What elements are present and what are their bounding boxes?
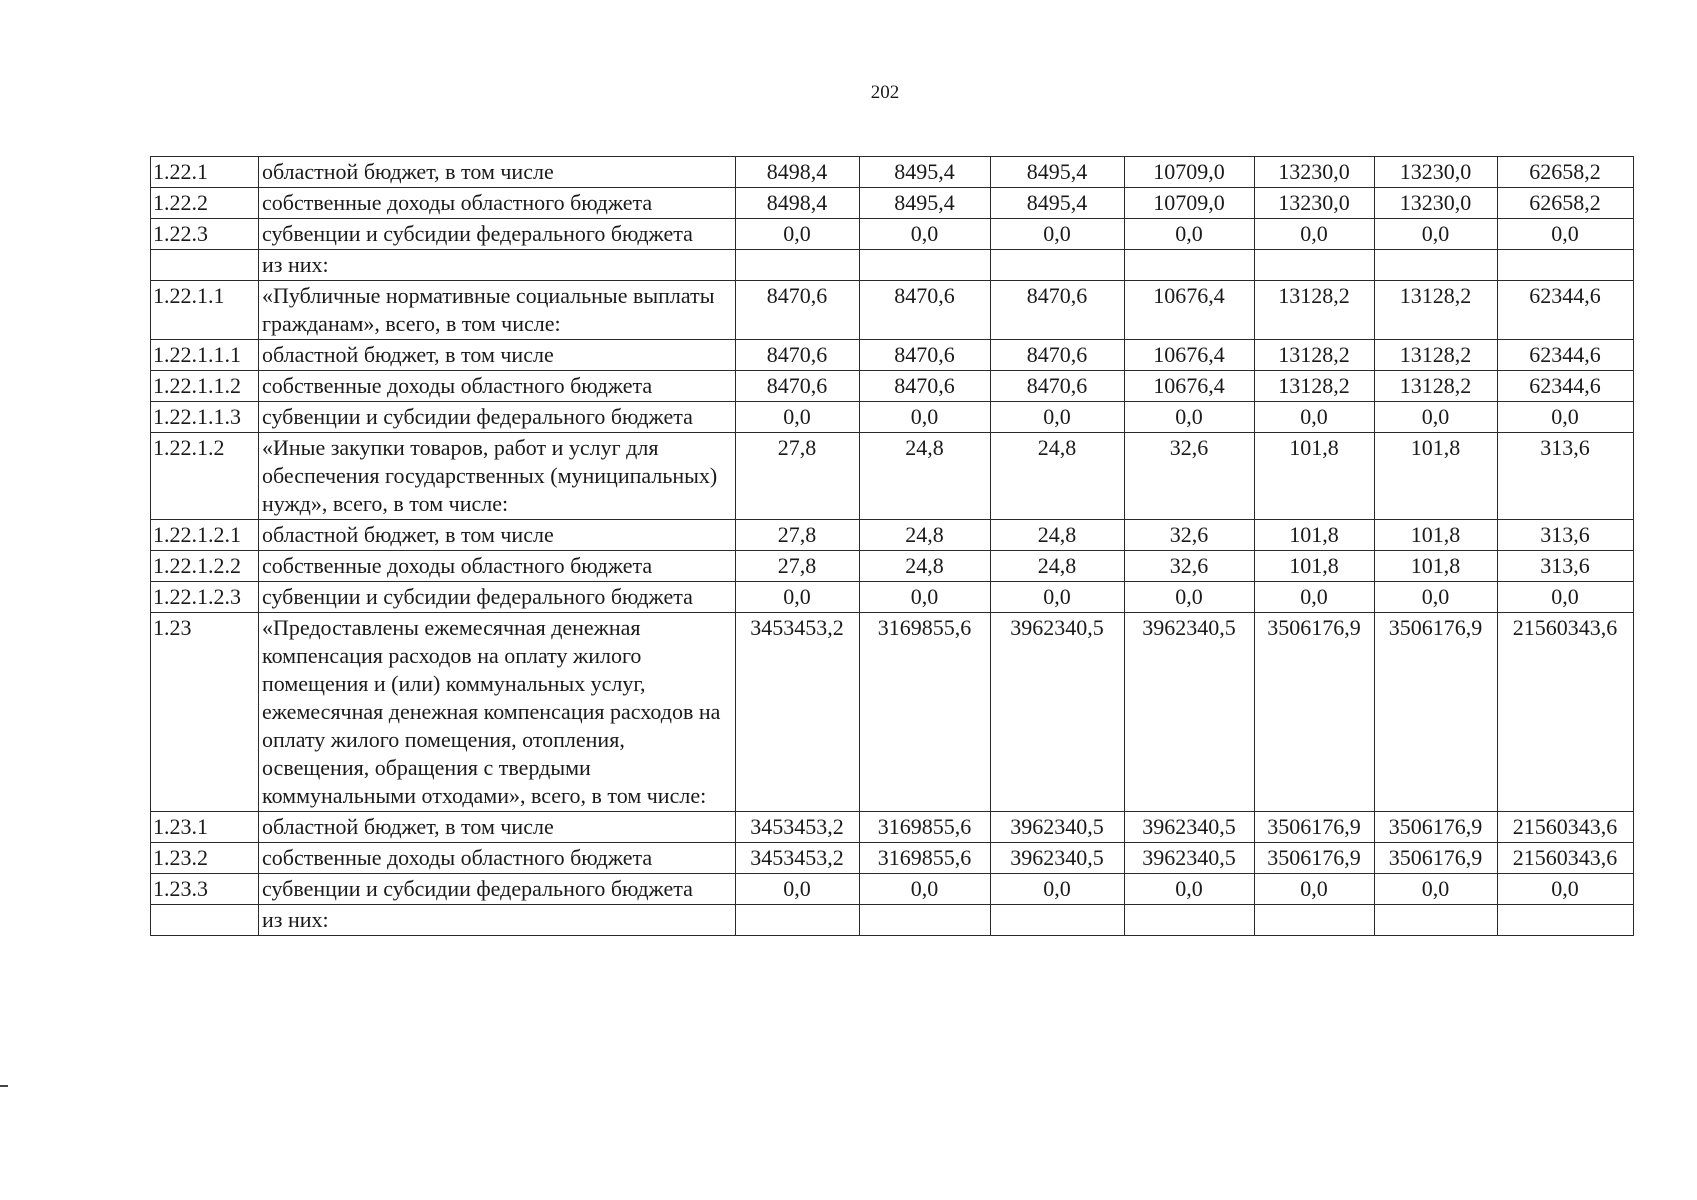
value-cell: 0,0 bbox=[1498, 874, 1634, 905]
value-cell: 8470,6 bbox=[736, 371, 860, 402]
value-cell: 3453453,2 bbox=[736, 843, 860, 874]
table-row bbox=[151, 812, 1634, 843]
value-cell: 10676,4 bbox=[1125, 281, 1255, 340]
table-row bbox=[151, 520, 1634, 551]
value-cell: 13230,0 bbox=[1375, 157, 1498, 188]
value-cell: 3962340,5 bbox=[1125, 613, 1255, 812]
value-cell: 3962340,5 bbox=[1125, 812, 1255, 843]
value-cell: 8495,4 bbox=[991, 188, 1125, 219]
row-code: 1.22.1.2.3 bbox=[151, 582, 259, 613]
row-code: 1.22.1.1.1 bbox=[151, 340, 259, 371]
value-cell: 8470,6 bbox=[860, 340, 991, 371]
row-label: «Публичные нормативные социальные выплаты гражданам», всего, в том числе: bbox=[259, 281, 736, 340]
value-cell: 21560343,6 bbox=[1498, 843, 1634, 874]
value-cell: 3453453,2 bbox=[736, 613, 860, 812]
value-cell: 62344,6 bbox=[1498, 281, 1634, 340]
value-cell: 62344,6 bbox=[1498, 371, 1634, 402]
table-row bbox=[151, 905, 1634, 936]
row-code: 1.23.3 bbox=[151, 874, 259, 905]
value-cell: 101,8 bbox=[1375, 520, 1498, 551]
value-cell: 0,0 bbox=[1255, 402, 1375, 433]
table-row bbox=[151, 874, 1634, 905]
value-cell: 8495,4 bbox=[860, 188, 991, 219]
value-cell: 0,0 bbox=[991, 582, 1125, 613]
value-cell bbox=[1498, 250, 1634, 281]
value-cell: 0,0 bbox=[1375, 582, 1498, 613]
value-cell: 0,0 bbox=[1125, 219, 1255, 250]
value-cell: 3506176,9 bbox=[1255, 613, 1375, 812]
value-cell: 3506176,9 bbox=[1375, 613, 1498, 812]
value-cell: 10676,4 bbox=[1125, 340, 1255, 371]
value-cell: 0,0 bbox=[860, 582, 991, 613]
table-row bbox=[151, 843, 1634, 874]
value-cell bbox=[1375, 905, 1498, 936]
value-cell: 13128,2 bbox=[1255, 340, 1375, 371]
value-cell: 3962340,5 bbox=[991, 843, 1125, 874]
value-cell: 24,8 bbox=[860, 551, 991, 582]
value-cell bbox=[1255, 250, 1375, 281]
value-cell: 0,0 bbox=[1375, 402, 1498, 433]
value-cell: 24,8 bbox=[991, 520, 1125, 551]
value-cell: 10709,0 bbox=[1125, 188, 1255, 219]
value-cell: 3962340,5 bbox=[991, 812, 1125, 843]
value-cell: 3169855,6 bbox=[860, 812, 991, 843]
value-cell: 101,8 bbox=[1255, 551, 1375, 582]
value-cell: 0,0 bbox=[1375, 219, 1498, 250]
value-cell: 0,0 bbox=[991, 874, 1125, 905]
table-row bbox=[151, 157, 1634, 188]
value-cell: 0,0 bbox=[1255, 874, 1375, 905]
row-label: собственные доходы областного бюджета bbox=[259, 843, 736, 874]
value-cell: 13128,2 bbox=[1375, 371, 1498, 402]
value-cell: 0,0 bbox=[1498, 582, 1634, 613]
value-cell: 8470,6 bbox=[736, 340, 860, 371]
row-label: субвенции и субсидии федерального бюджета bbox=[259, 219, 736, 250]
value-cell: 0,0 bbox=[1255, 219, 1375, 250]
table-row bbox=[151, 402, 1634, 433]
value-cell: 3506176,9 bbox=[1255, 812, 1375, 843]
value-cell: 0,0 bbox=[991, 402, 1125, 433]
value-cell: 8470,6 bbox=[860, 371, 991, 402]
table-row bbox=[151, 371, 1634, 402]
value-cell: 3962340,5 bbox=[1125, 843, 1255, 874]
value-cell: 21560343,6 bbox=[1498, 812, 1634, 843]
row-code: 1.22.2 bbox=[151, 188, 259, 219]
table-row bbox=[151, 551, 1634, 582]
value-cell: 3506176,9 bbox=[1255, 843, 1375, 874]
value-cell: 101,8 bbox=[1255, 520, 1375, 551]
table-row bbox=[151, 613, 1634, 812]
table-row bbox=[151, 250, 1634, 281]
value-cell: 62658,2 bbox=[1498, 188, 1634, 219]
row-label: субвенции и субсидии федерального бюджета bbox=[259, 874, 736, 905]
value-cell bbox=[1498, 905, 1634, 936]
value-cell: 27,8 bbox=[736, 433, 860, 520]
value-cell: 0,0 bbox=[1498, 219, 1634, 250]
page-number: 202 bbox=[870, 82, 900, 103]
row-code bbox=[151, 905, 259, 936]
value-cell: 3453453,2 bbox=[736, 812, 860, 843]
value-cell bbox=[1255, 905, 1375, 936]
row-code: 1.23.2 bbox=[151, 843, 259, 874]
value-cell: 8470,6 bbox=[991, 371, 1125, 402]
value-cell: 3506176,9 bbox=[1375, 843, 1498, 874]
value-cell: 0,0 bbox=[860, 402, 991, 433]
row-label: «Иные закупки товаров, работ и услуг для обеспечения государственных (муниципальных) нужд», всего, в том числе: bbox=[259, 433, 736, 520]
value-cell bbox=[991, 905, 1125, 936]
value-cell: 3506176,9 bbox=[1375, 812, 1498, 843]
row-label: собственные доходы областного бюджета bbox=[259, 188, 736, 219]
value-cell: 101,8 bbox=[1375, 433, 1498, 520]
value-cell: 24,8 bbox=[860, 433, 991, 520]
row-code: 1.22.1.2.2 bbox=[151, 551, 259, 582]
value-cell: 62658,2 bbox=[1498, 157, 1634, 188]
row-label: областной бюджет, в том числе bbox=[259, 340, 736, 371]
value-cell bbox=[991, 250, 1125, 281]
value-cell: 3962340,5 bbox=[991, 613, 1125, 812]
value-cell: 0,0 bbox=[1125, 874, 1255, 905]
value-cell: 13128,2 bbox=[1255, 371, 1375, 402]
row-label: «Предоставлены ежемесячная денежная компенсация расходов на оплату жилого помещения и (или) коммунальных услуг, ежемесячная денежная компенсация расходов на оплату жилого помещения, отопления, освещения, обращения с твердыми коммунальными отходами», всего, в том числе: bbox=[259, 613, 736, 812]
value-cell bbox=[736, 250, 860, 281]
row-code: 1.22.1.2.1 bbox=[151, 520, 259, 551]
value-cell bbox=[1375, 250, 1498, 281]
value-cell: 21560343,6 bbox=[1498, 613, 1634, 812]
value-cell: 8498,4 bbox=[736, 188, 860, 219]
value-cell: 24,8 bbox=[991, 433, 1125, 520]
table-row bbox=[151, 340, 1634, 371]
value-cell: 8495,4 bbox=[991, 157, 1125, 188]
value-cell: 24,8 bbox=[860, 520, 991, 551]
row-code: 1.22.1.1.3 bbox=[151, 402, 259, 433]
value-cell: 313,6 bbox=[1498, 551, 1634, 582]
margin-mark bbox=[0, 1085, 8, 1087]
value-cell: 101,8 bbox=[1255, 433, 1375, 520]
value-cell bbox=[1125, 905, 1255, 936]
value-cell: 62344,6 bbox=[1498, 340, 1634, 371]
value-cell: 24,8 bbox=[991, 551, 1125, 582]
value-cell: 0,0 bbox=[1498, 402, 1634, 433]
value-cell: 13230,0 bbox=[1255, 188, 1375, 219]
table-row bbox=[151, 582, 1634, 613]
value-cell: 0,0 bbox=[1125, 582, 1255, 613]
row-code: 1.22.1.1 bbox=[151, 281, 259, 340]
row-code: 1.22.1.2 bbox=[151, 433, 259, 520]
value-cell: 0,0 bbox=[860, 874, 991, 905]
value-cell bbox=[860, 250, 991, 281]
row-label: из них: bbox=[259, 905, 736, 936]
value-cell: 8498,4 bbox=[736, 157, 860, 188]
row-label: собственные доходы областного бюджета bbox=[259, 371, 736, 402]
value-cell: 0,0 bbox=[991, 219, 1125, 250]
row-label: из них: bbox=[259, 250, 736, 281]
value-cell: 13128,2 bbox=[1375, 281, 1498, 340]
value-cell bbox=[1125, 250, 1255, 281]
table-row bbox=[151, 188, 1634, 219]
value-cell: 8495,4 bbox=[860, 157, 991, 188]
row-label: областной бюджет, в том числе bbox=[259, 157, 736, 188]
value-cell: 313,6 bbox=[1498, 433, 1634, 520]
value-cell: 13230,0 bbox=[1255, 157, 1375, 188]
value-cell: 3169855,6 bbox=[860, 613, 991, 812]
row-code bbox=[151, 250, 259, 281]
value-cell: 8470,6 bbox=[736, 281, 860, 340]
value-cell: 0,0 bbox=[1375, 874, 1498, 905]
value-cell: 10676,4 bbox=[1125, 371, 1255, 402]
value-cell: 32,6 bbox=[1125, 520, 1255, 551]
value-cell: 0,0 bbox=[736, 219, 860, 250]
row-code: 1.23.1 bbox=[151, 812, 259, 843]
value-cell: 32,6 bbox=[1125, 551, 1255, 582]
value-cell: 8470,6 bbox=[991, 340, 1125, 371]
value-cell: 8470,6 bbox=[860, 281, 991, 340]
value-cell: 0,0 bbox=[860, 219, 991, 250]
table-row bbox=[151, 219, 1634, 250]
value-cell: 0,0 bbox=[736, 582, 860, 613]
row-code: 1.22.1.1.2 bbox=[151, 371, 259, 402]
row-code: 1.22.1 bbox=[151, 157, 259, 188]
row-code: 1.23 bbox=[151, 613, 259, 812]
value-cell: 13230,0 bbox=[1375, 188, 1498, 219]
table-row bbox=[151, 433, 1634, 520]
value-cell bbox=[860, 905, 991, 936]
value-cell: 10709,0 bbox=[1125, 157, 1255, 188]
value-cell: 0,0 bbox=[736, 874, 860, 905]
value-cell: 32,6 bbox=[1125, 433, 1255, 520]
value-cell: 0,0 bbox=[1125, 402, 1255, 433]
row-code: 1.22.3 bbox=[151, 219, 259, 250]
row-label: областной бюджет, в том числе bbox=[259, 520, 736, 551]
value-cell: 13128,2 bbox=[1375, 340, 1498, 371]
row-label: собственные доходы областного бюджета bbox=[259, 551, 736, 582]
value-cell: 313,6 bbox=[1498, 520, 1634, 551]
value-cell bbox=[736, 905, 860, 936]
value-cell: 0,0 bbox=[736, 402, 860, 433]
value-cell: 8470,6 bbox=[991, 281, 1125, 340]
table-row bbox=[151, 281, 1634, 340]
row-label: субвенции и субсидии федерального бюджета bbox=[259, 582, 736, 613]
budget-table bbox=[150, 156, 1634, 936]
value-cell: 3169855,6 bbox=[860, 843, 991, 874]
value-cell: 0,0 bbox=[1255, 582, 1375, 613]
value-cell: 101,8 bbox=[1375, 551, 1498, 582]
row-label: областной бюджет, в том числе bbox=[259, 812, 736, 843]
row-label: субвенции и субсидии федерального бюджета bbox=[259, 402, 736, 433]
value-cell: 13128,2 bbox=[1255, 281, 1375, 340]
value-cell: 27,8 bbox=[736, 520, 860, 551]
value-cell: 27,8 bbox=[736, 551, 860, 582]
